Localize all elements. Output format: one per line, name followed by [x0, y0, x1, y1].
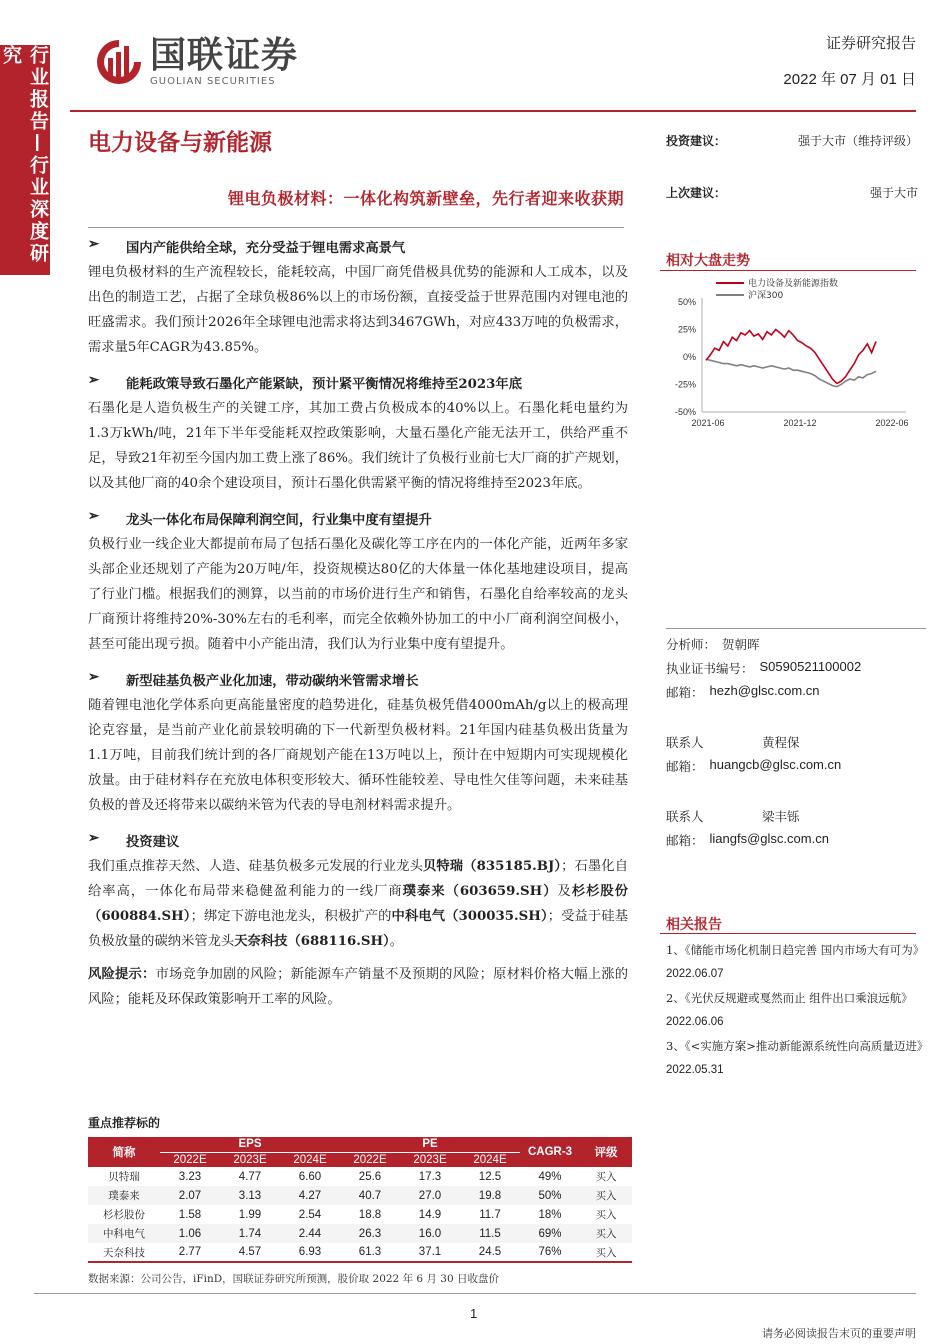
table-header-pe: PE	[340, 1137, 520, 1152]
table-header-year: 2022E	[160, 1152, 220, 1167]
table-cell: 12.5	[478, 1170, 502, 1183]
invest-company: 贝特瑞（835185.BJ）	[422, 859, 562, 874]
table-cell: 6.93	[280, 1243, 340, 1262]
table-cell-rating: 买入	[580, 1224, 632, 1243]
section-body: 随着锂电池化学体系向更高能量密度的趋势进化，硅基负极凭借4000mAh/g以上的极高理论克容量，是当前产业化前景较明确的下一代新型负极材料。21年国内硅基负极出货量为1.1万吨，目前我们统计到的各厂商规划产能在13万吨以上，预计在中短期内可实现规模化放量。由于硅材料存在充放电体积变形较大、循环性能较差、导电性欠佳等问题，未来硅基负极的普及还将带来以碳纳米管为代表的导电剂材料需求提升。	[88, 698, 628, 813]
invest-text: ；石墨化自给率高，一体化布局带来稳健盈利能力的一线厂商	[88, 859, 629, 899]
trend-divider	[660, 270, 916, 271]
report-date: 2022 年 07 月 01 日	[783, 71, 916, 88]
brand-name: 国联证券	[150, 34, 299, 76]
related-date: 2022.06.07	[666, 968, 724, 980]
analyst-role: 邮箱：	[666, 685, 704, 700]
industry-title: 电力设备与新能源	[88, 129, 272, 156]
table-cell: 11.5	[460, 1224, 520, 1243]
table-cell: 11.7	[479, 1208, 501, 1221]
table-header-year: 2024E	[460, 1152, 520, 1167]
footer-disclaimer: 请务必阅读报告末页的重要声明	[762, 1327, 916, 1340]
x-tick-label: 2021-12	[783, 418, 817, 428]
section-body: 负极行业一线企业大都提前布局了包括石墨化及碳化等工序在内的一体化产能，近两年多家头部企业还规划了产能为20万吨/年，投资规模达80亿的大体量一体化基地建设项目，提高了行业门槛。根据我们的测算，以当前的市场价进行生产和销售，石墨化自给率较高的龙头厂商预计将维持20%-30%左右的毛利率，而完全依赖外协加工的中小厂商利润空间极小，甚至可能出现亏损。随着中小产能出清，我们认为行业集中度有望提升。	[88, 537, 628, 652]
table-cell: 4.77	[238, 1170, 262, 1183]
table-cell: 3.23	[178, 1170, 202, 1183]
section-heading-text: 国内产能供给全球，充分受益于锂电需求高景气	[126, 241, 406, 256]
invest-company: 中科电气（300035.SH）	[391, 909, 548, 924]
table-cell: 25.6	[358, 1170, 382, 1183]
rating-current-value: 强于大市（维持评级）	[797, 134, 918, 148]
table-cell: 2.77	[160, 1243, 220, 1262]
analyst-name: 贺朝晖	[722, 637, 760, 652]
table-row	[88, 1224, 632, 1243]
analyst-box	[666, 628, 926, 855]
table-cell: 26.3	[340, 1224, 400, 1243]
arrow-icon: ➢	[88, 670, 100, 685]
table-cell-rating: 买入	[580, 1186, 632, 1205]
table-cell: 3.13	[220, 1186, 280, 1205]
table-header-year: 2022E	[340, 1152, 400, 1167]
table-cell-name: 贝特瑞	[108, 1171, 140, 1184]
header-divider	[70, 110, 916, 112]
invest-text: 我们重点推荐天然、人造、硅基负极多元发展的行业龙头	[88, 859, 423, 874]
section-heading-text: 能耗政策导致石墨化产能紧缺，预计紧平衡情况将维持至2023年底	[126, 377, 523, 392]
page-number: 1	[470, 1306, 478, 1321]
section-heading-text: 龙头一体化布局保障利润空间，行业集中度有望提升	[126, 513, 432, 528]
analyst-role: 分析师：	[666, 637, 717, 652]
invest-company: 杉杉股份（600884.SH）	[88, 884, 629, 924]
trend-chart	[660, 274, 916, 434]
series-line	[706, 330, 876, 384]
rating-previous-label: 上次建议：	[666, 186, 727, 200]
section-body: 锂电负极材料的生产流程较长，能耗较高，中国厂商凭借极具优势的能源和人工成本，以及出色的制造工艺，占据了全球负极86%以上的市场份额，直接受益于世界范围内对锂电池的旺盛需求。我们预计2026年全球锂电池需求将达到3467GWh，对应433万吨的负极需求，需求量5年CAGR为43.85%。	[88, 265, 628, 355]
trend-title: 相对大盘走势	[666, 253, 750, 269]
brand-logo-mark	[96, 36, 142, 88]
table-cell: 37.1	[400, 1243, 460, 1262]
rating-current-label: 投资建议：	[666, 134, 727, 148]
table-cell: 1.99	[238, 1208, 262, 1221]
table-cell: 18.8	[358, 1208, 382, 1221]
invest-body	[88, 854, 628, 954]
section-heading	[88, 237, 628, 256]
related-title: 相关报告	[666, 917, 722, 933]
table-row	[88, 1186, 632, 1205]
related-item[interactable]: 1、《储能市场化机制日趋完善 国内市场大有可为》	[666, 943, 925, 957]
invest-text: ；绑定下游电池龙头，积极扩产的	[190, 909, 392, 924]
brand-logo	[96, 36, 298, 88]
table-header-year: 2023E	[220, 1152, 280, 1167]
invest-company: 天奈科技（688116.SH）	[234, 934, 390, 949]
analyst-divider	[666, 628, 926, 629]
table-cell: 2.44	[280, 1224, 340, 1243]
arrow-icon: ➢	[88, 831, 100, 846]
table-row	[88, 1167, 632, 1186]
related-date: 2022.06.06	[666, 1016, 724, 1028]
risk-text: 市场竞争加剧的风险；新能源车产销量不及预期的风险；原材料价格大幅上涨的风险；能耗及环保政策影响开工率的风险。	[88, 967, 629, 1007]
y-tick-label: 25%	[677, 324, 696, 335]
table-cell: 16.0	[400, 1224, 460, 1243]
section-heading-text: 新型硅基负极产业化加速，带动碳纳米管需求增长	[126, 674, 419, 689]
section-heading-text: 投资建议	[126, 835, 180, 850]
table-cell: 2.07	[160, 1186, 220, 1205]
contact-email[interactable]: huangcb@glsc.com.cn	[709, 757, 842, 772]
related-item[interactable]: 2、《光伏反规避或戛然而止 组件出口乘浪远航》	[666, 991, 913, 1005]
title-divider	[88, 227, 624, 228]
related-item[interactable]: 3、《<实施方案>推动新能源系统性向高质量迈进》	[666, 1039, 929, 1053]
table-cell: 19.8	[460, 1186, 520, 1205]
contact-role: 联系人	[666, 809, 704, 824]
table-cell: 49%	[538, 1170, 562, 1183]
footer-divider	[34, 1293, 916, 1294]
report-type: 证券研究报告	[825, 34, 916, 52]
related-date: 2022.05.31	[666, 1064, 724, 1076]
table-row	[88, 1243, 632, 1262]
table-cell-rating: 买入	[595, 1171, 617, 1184]
section-body: 石墨化是人造负极生产的关键工序，其加工费占负极成本的40%以上。石墨化耗电量约为1.3万kWh/吨，21年下半年受能耗双控政策影响，大量石墨化产能无法开工，供给严重不足，导致21年初至今国内加工费上涨了86%。我们统计了负极行业前七大厂商的扩产规划，以及其他厂商的40余个建设项目，预计石墨化供需紧平衡的情况将维持至2023年底。	[88, 401, 628, 491]
x-tick-label: 2021-06	[691, 418, 725, 428]
invest-text: 及	[557, 884, 572, 899]
table-header-eps: EPS	[160, 1137, 340, 1152]
contact-role: 联系人	[666, 735, 704, 750]
arrow-icon: ➢	[88, 237, 100, 252]
contact-role: 邮箱：	[666, 759, 704, 774]
contact-name: 梁丰铄	[762, 809, 800, 824]
table-source: 数据来源：公司公告，iFinD，国联证券研究所预测，股价取 2022 年 6 月 30 日收盘价	[88, 1273, 499, 1285]
y-tick-label: -25%	[674, 379, 696, 390]
section-heading	[88, 373, 628, 392]
y-tick-label: 0%	[682, 352, 696, 362]
analyst-role: 执业证书编号：	[666, 661, 754, 676]
table-cell: 24.5	[460, 1243, 520, 1262]
table-cell: 40.7	[340, 1186, 400, 1205]
table-cell: 50%	[520, 1186, 580, 1205]
table-cell-name: 天奈科技	[88, 1243, 160, 1262]
table-header-year: 2023E	[400, 1152, 460, 1167]
table-header-year: 2024E	[280, 1152, 340, 1167]
y-tick-label: 50%	[677, 297, 696, 307]
related-divider	[660, 933, 916, 934]
table-cell: 2.54	[298, 1208, 322, 1221]
section-heading	[88, 509, 628, 528]
table-cell: 17.3	[418, 1170, 442, 1183]
table-title: 重点推荐标的	[88, 1116, 161, 1130]
table-cell: 69%	[520, 1224, 580, 1243]
legend-label: 沪深300	[748, 291, 784, 301]
related-list	[666, 938, 929, 1082]
risk-body	[88, 962, 628, 1012]
series-line	[706, 359, 876, 387]
analyst-email[interactable]: hezh@glsc.com.cn	[709, 683, 820, 698]
sidebar-label: 行业报告—行业深度研究	[0, 45, 50, 275]
x-tick-label: 2022-06	[875, 418, 909, 428]
invest-text: 。	[389, 934, 404, 949]
table-cell: 1.58	[178, 1208, 202, 1221]
table-cell: 61.3	[340, 1243, 400, 1262]
main-content	[88, 231, 628, 1012]
analyst-license: S0590521100002	[759, 659, 862, 674]
brand-name-en: GUOLIAN SECURITIES	[150, 75, 276, 87]
recommend-table	[88, 1137, 632, 1263]
table-cell: 1.74	[220, 1224, 280, 1243]
risk-label: 风险提示：	[88, 967, 156, 982]
table-cell-rating: 买入	[580, 1243, 632, 1262]
table-cell: 14.9	[418, 1208, 442, 1221]
section-heading	[88, 831, 628, 850]
legend-label: 电力设备及新能源指数	[748, 279, 839, 289]
contact-email[interactable]: liangfs@glsc.com.cn	[709, 831, 829, 846]
table-cell: 4.27	[280, 1186, 340, 1205]
y-tick-label: -50%	[674, 407, 696, 417]
table-header-cagr: CAGR-3	[520, 1137, 580, 1167]
table-row	[88, 1205, 632, 1224]
table-cell-name: 璞泰来	[88, 1186, 160, 1205]
rating-previous-value: 强于大市	[869, 186, 918, 200]
invest-text: ；受益于硅基负极放量的碳纳米管龙头	[88, 909, 628, 949]
arrow-icon: ➢	[88, 373, 100, 388]
table-cell-name: 杉杉股份	[103, 1209, 145, 1221]
table-cell: 4.57	[220, 1243, 280, 1262]
table-cell: 6.60	[298, 1170, 322, 1183]
table-cell-name: 中科电气	[88, 1224, 160, 1243]
arrow-icon: ➢	[88, 509, 100, 524]
report-title: 锂电负极材料：一体化构筑新壁垒，先行者迎来收获期	[227, 189, 624, 208]
section-heading	[88, 670, 628, 689]
table-cell: 27.0	[400, 1186, 460, 1205]
contact-name: 黄程保	[762, 735, 800, 750]
table-cell: 18%	[538, 1208, 562, 1221]
rating-box	[666, 132, 918, 236]
table-cell: 76%	[520, 1243, 580, 1262]
table-cell: 1.06	[160, 1224, 220, 1243]
invest-company: 璞泰来（603659.SH）	[402, 884, 558, 899]
table-header-rating: 评级	[580, 1137, 632, 1167]
table-cell-rating: 买入	[595, 1209, 617, 1221]
table-header-name: 简称	[88, 1137, 160, 1167]
contact-role: 邮箱：	[666, 833, 704, 848]
